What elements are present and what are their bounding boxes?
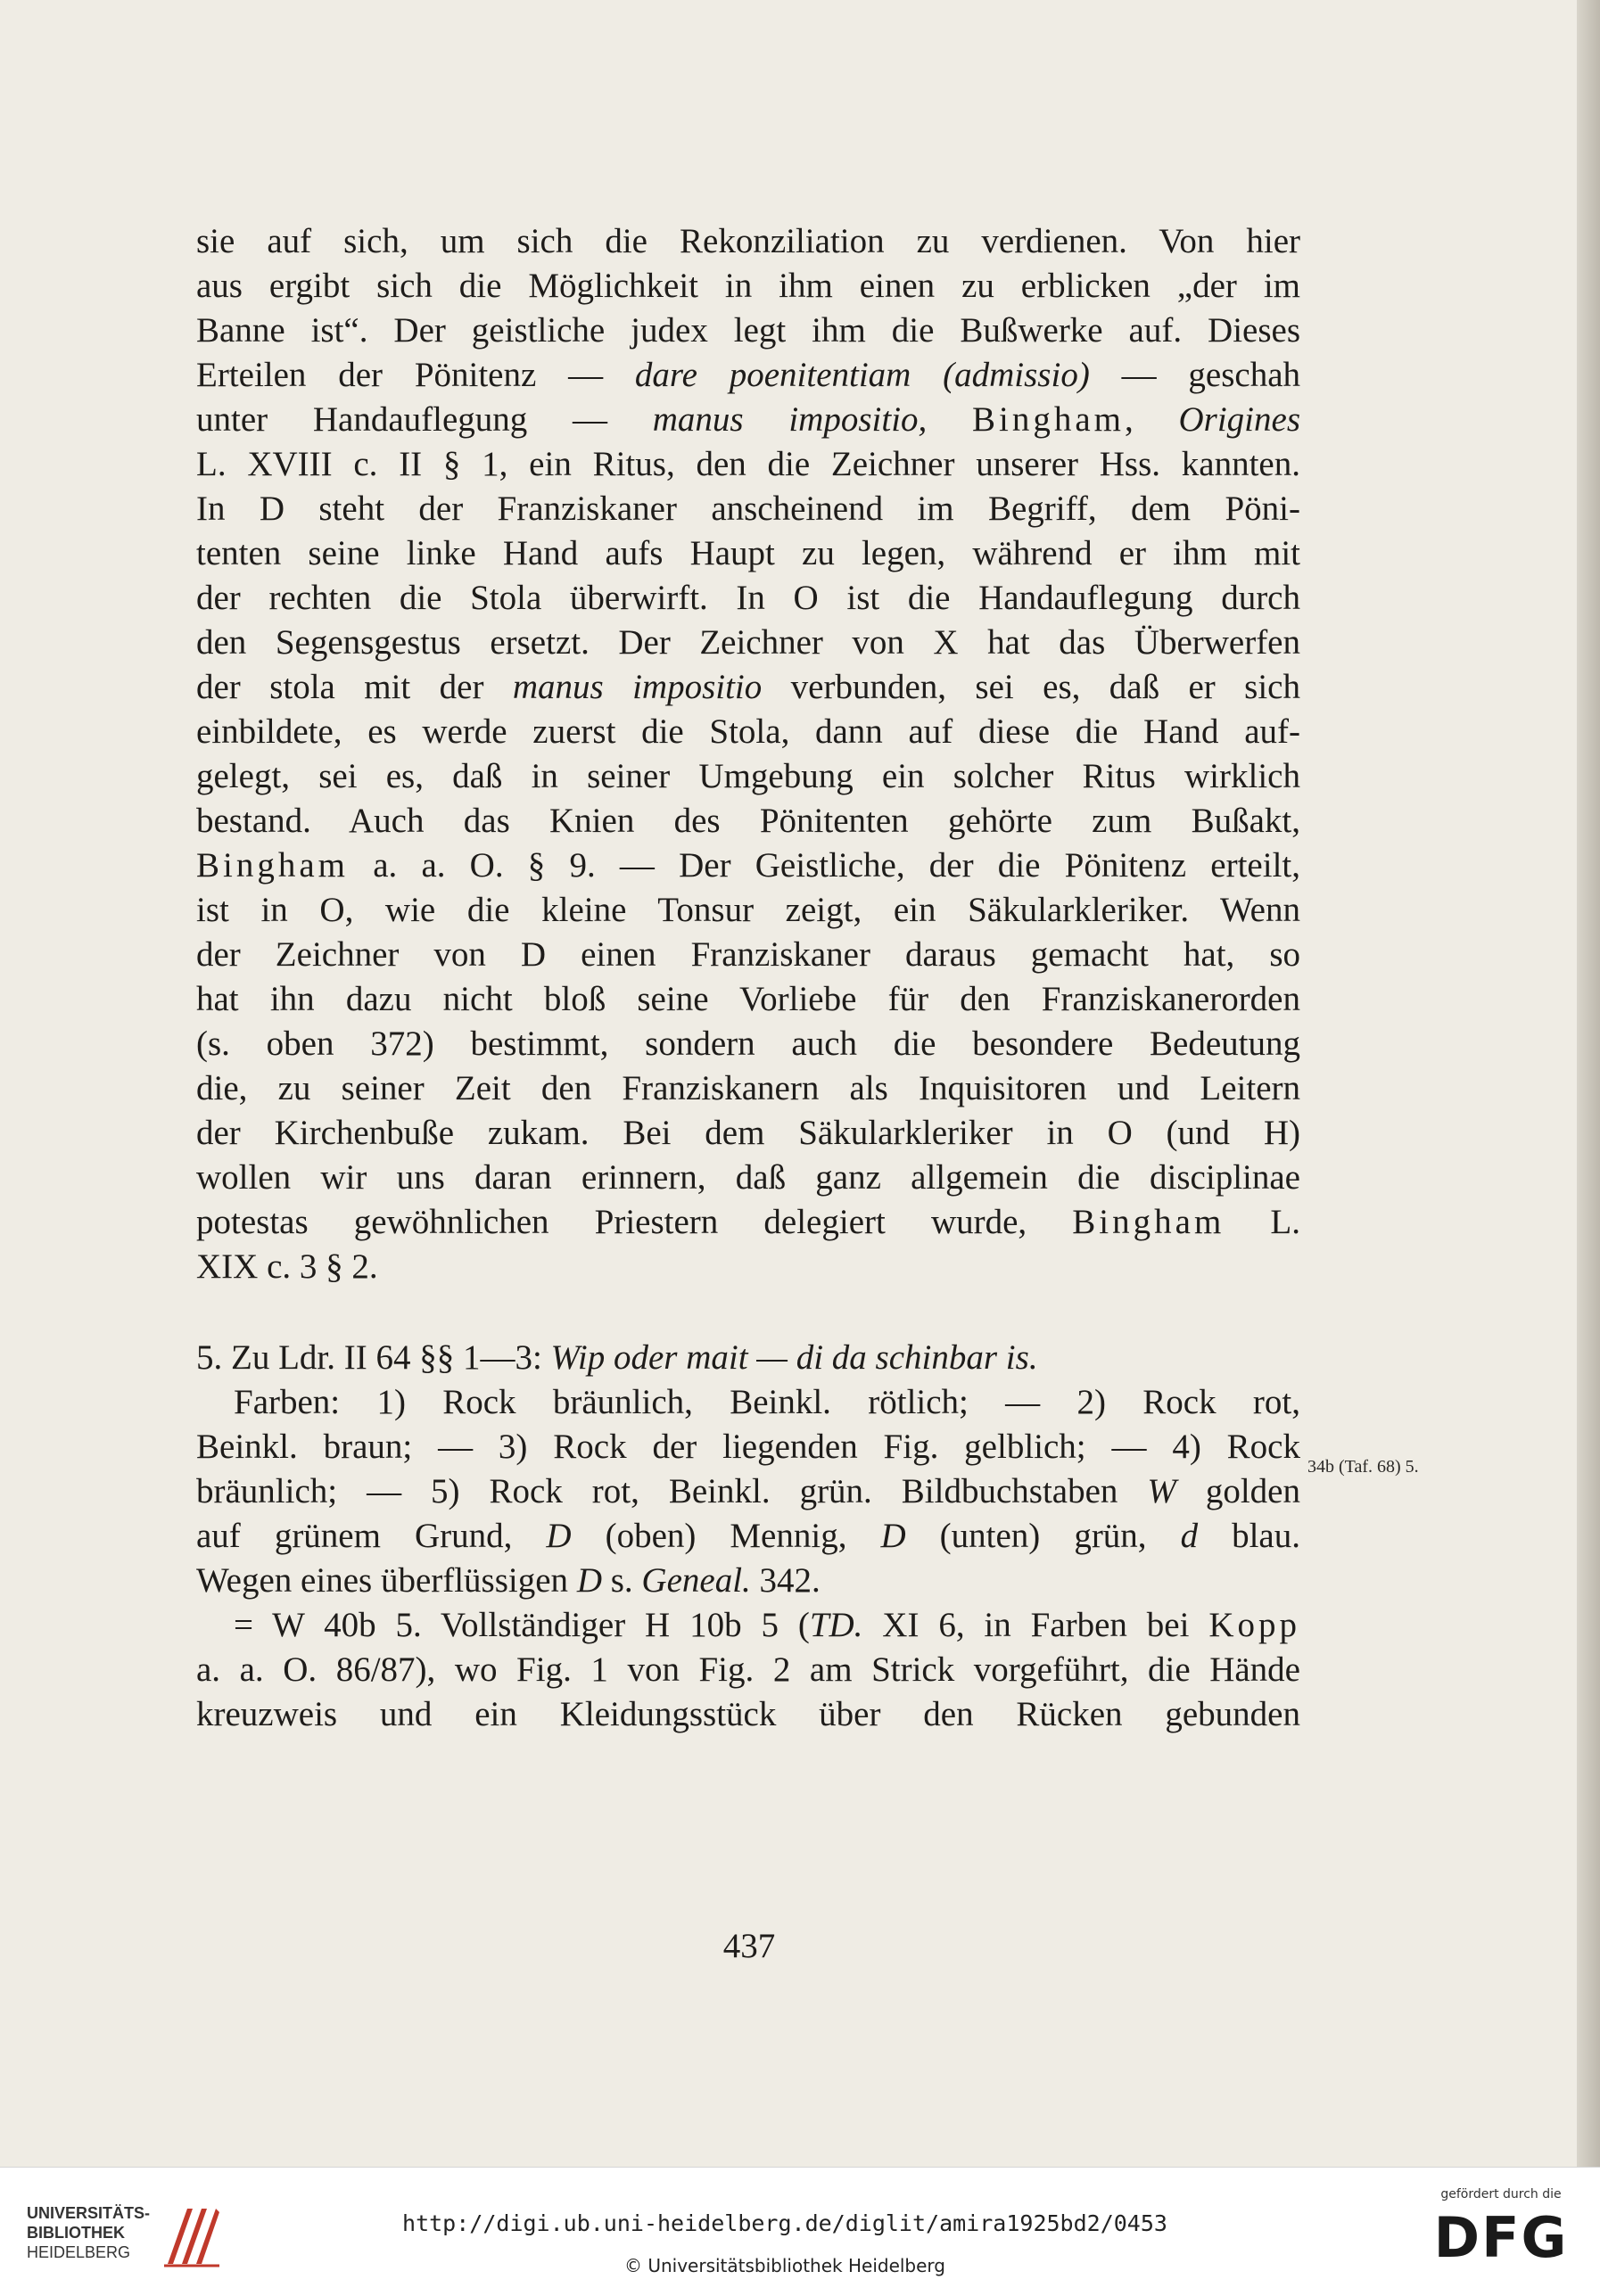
text-line [196, 621, 1300, 665]
text-run: der Zeichner von D einen Franziskaner daraus gemacht hat, so [196, 935, 1300, 974]
author-name: Bingham [196, 846, 349, 885]
text-line [196, 1425, 1300, 1469]
text-line [196, 309, 1300, 353]
text-run: 342. [750, 1561, 821, 1600]
text-run: der rechten die Stola überwirft. In O ist die Handauflegung durch [196, 579, 1300, 617]
text-line [196, 754, 1300, 799]
italic-text: d [1180, 1517, 1199, 1555]
text-run: den Segensgestus ersetzt. Der Zeichner von X hat das Überwerfen [196, 623, 1300, 662]
italic-text: Wip oder mait — di da schinbar is. [550, 1338, 1038, 1377]
italic-text: manus impositio, [652, 400, 928, 439]
funder-note: gefördert durch die [1440, 2187, 1562, 2201]
text-run: kreuzweis und ein Kleidungsstück über den Rücken gebunden [196, 1695, 1300, 1733]
italic-text: Origines [1178, 400, 1300, 439]
text-run: unter Handauflegung — [196, 400, 653, 439]
text-line [196, 710, 1300, 754]
text-line [196, 665, 1300, 710]
text-line [196, 1380, 1300, 1425]
margin-reference: 34b (Taf. 68) 5. [1307, 1457, 1419, 1477]
text-run: verbunden, sei es, daß er sich [762, 668, 1300, 706]
text-run: Wegen eines überflüssigen [196, 1561, 577, 1600]
funder-block [1416, 2187, 1586, 2269]
library-name-line-2: BIBLIOTHEK [27, 2224, 125, 2242]
italic-text: Geneal. [641, 1561, 751, 1600]
permalink-url[interactable]: http://digi.ub.uni-heidelberg.de/diglit/amira1925bd2/0453 [402, 2210, 1167, 2236]
page-edge [1577, 0, 1600, 2167]
page-number: 437 [722, 1927, 776, 1965]
text-run: der Kirchenbuße zukam. Bei dem Säkularkleriker in O (und H) [196, 1114, 1300, 1152]
text-run: auf grünem Grund, [196, 1517, 547, 1555]
italic-text: dare poenitentiam (admissio) [634, 356, 1090, 394]
text-run: der stola mit der [196, 668, 513, 706]
library-name-line-1: UNIVERSITÄTS- [27, 2204, 151, 2222]
text-line [196, 531, 1300, 576]
italic-text: W [1147, 1472, 1176, 1510]
text-run: bräunlich; — 5) Rock rot, Beinkl. grün. Bildbuchstaben [196, 1472, 1148, 1510]
text-run: hat ihn dazu nicht bloß seine Vorliebe für den Franziskanerorden [196, 980, 1300, 1018]
library-logo[interactable] [27, 2201, 259, 2273]
text-run: — geschah [1089, 356, 1301, 394]
text-run: wollen wir uns daran erinnern, daß ganz allgemein die disciplinae [196, 1158, 1300, 1197]
italic-text: TD. [809, 1606, 863, 1644]
text-line [196, 219, 1300, 264]
library-name-line-3: HEIDELBERG [27, 2243, 131, 2261]
text-run: aus ergibt sich die Möglichkeit in ihm einen zu erblicken „der im [196, 267, 1300, 305]
paragraph-1 [196, 219, 1300, 1289]
text-line [196, 1066, 1300, 1111]
text-line [196, 264, 1300, 309]
text-run: Banne ist“. Der geistliche judex legt ihm die Bußwerke auf. Dieses [196, 311, 1300, 350]
text-line [196, 1559, 1300, 1603]
text-line [196, 1603, 1300, 1648]
text-line [196, 1469, 1300, 1514]
text-line [196, 799, 1300, 844]
text-run: gelegt, sei es, daß in seiner Umgebung ein solcher Ritus wirklich [196, 757, 1300, 795]
text-line [196, 844, 1300, 888]
section-5-colors-paragraph [196, 1380, 1300, 1603]
text-line [196, 1200, 1300, 1245]
page-text [196, 219, 1300, 1737]
author-name: Bingham [972, 400, 1126, 439]
text-line [196, 1514, 1300, 1559]
text-line [196, 442, 1300, 487]
text-run: bestand. Auch das Knien des Pönitenten gehörte zum Bußakt, [196, 802, 1300, 840]
library-name [27, 2203, 150, 2262]
author-name: Bingham [1072, 1203, 1225, 1241]
viewer-footer [0, 2167, 1600, 2296]
section-5-heading [196, 1336, 1300, 1380]
dfg-logo[interactable]: DFG [1433, 2205, 1569, 2270]
text-line [196, 888, 1300, 933]
library-emblem-icon [161, 2201, 223, 2269]
text-run: Farben: 1) Rock bräunlich, Beinkl. rötlich; — 2) Rock rot, [234, 1383, 1300, 1421]
text-run: a. a. O. 86/87), wo Fig. 1 von Fig. 2 am Strick vorgeführt, die Hände [196, 1650, 1300, 1689]
text-line [196, 1245, 1300, 1289]
text-run: (unten) grün, [905, 1517, 1181, 1555]
text-line [196, 1111, 1300, 1156]
italic-text: D [880, 1517, 906, 1555]
section-5-reference-paragraph [196, 1603, 1300, 1737]
text-run: XI 6, in Farben bei [862, 1606, 1209, 1644]
section-gap [196, 1289, 1300, 1336]
text-run: einbildete, es werde zuerst die Stola, dann auf diese die Hand auf- [196, 712, 1300, 751]
italic-text: manus impositio [512, 668, 763, 706]
text-run: XIX c. 3 § 2. [196, 1247, 378, 1286]
text-line [196, 933, 1300, 977]
text-run: tenten seine linke Hand aufs Haupt zu legen, während er ihm mit [196, 534, 1300, 572]
text-run: = W 40b 5. Vollständiger H 10b 5 ( [234, 1606, 810, 1644]
text-run: In D steht der Franziskaner anscheinend im Begriff, dem Pöni- [196, 490, 1300, 528]
text-line [196, 1648, 1300, 1692]
text-run: blau. [1198, 1517, 1300, 1555]
text-run: L. [1225, 1203, 1300, 1241]
text-line [196, 1692, 1300, 1737]
author-name: Kopp [1208, 1606, 1300, 1644]
text-run: sie auf sich, um sich die Rekonziliation zu verdienen. Von hier [196, 222, 1300, 260]
text-run: golden [1175, 1472, 1300, 1510]
text-line [196, 1156, 1300, 1200]
text-run: potestas gewöhnlichen Priestern delegiert wurde, [196, 1203, 1073, 1241]
text-run: s. [601, 1561, 642, 1600]
text-run: Beinkl. braun; — 3) Rock der liegenden Fig. gelblich; — 4) Rock [196, 1428, 1300, 1466]
text-line [196, 977, 1300, 1022]
italic-text: D [546, 1517, 572, 1555]
text-line [196, 398, 1300, 442]
text-run: Erteilen der Pönitenz — [196, 356, 635, 394]
text-run: die, zu seiner Zeit den Franziskanern als Inquisitoren und Leitern [196, 1069, 1300, 1107]
text-run: (s. oben 372) bestimmt, sondern auch die besondere Bedeutung [196, 1025, 1300, 1063]
text-line [196, 576, 1300, 621]
text-run: 5. Zu Ldr. II 64 §§ 1—3: [196, 1338, 551, 1377]
text-run: L. XVIII c. II § 1, ein Ritus, den die Zeichner unserer Hss. kannten. [196, 445, 1300, 483]
text-run: a. a. O. § 9. — Der Geistliche, der die Pönitenz erteilt, [349, 846, 1300, 885]
italic-text: D [576, 1561, 602, 1600]
text-run: , [1125, 400, 1179, 439]
text-line [196, 353, 1300, 398]
text-line [196, 487, 1300, 531]
copyright-notice: © Universitätsbibliothek Heidelberg [623, 2255, 945, 2276]
text-run: (oben) Mennig, [571, 1517, 881, 1555]
text-run: ist in O, wie die kleine Tonsur zeigt, ein Säkularkleriker. Wenn [196, 891, 1300, 929]
text-run [927, 400, 972, 439]
text-line [196, 1022, 1300, 1066]
